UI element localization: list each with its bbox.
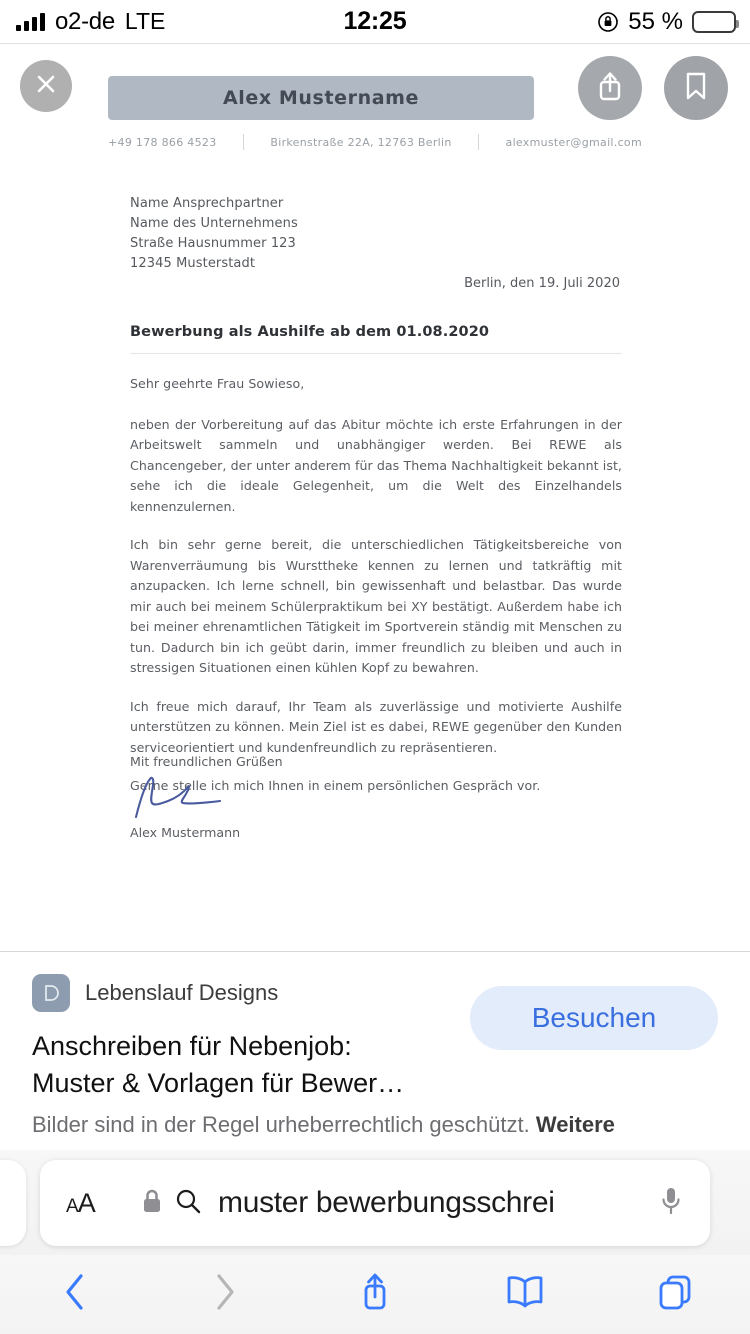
forward-chevron-icon [211,1270,239,1319]
recipient-line: Name des Unternehmens [130,216,298,231]
document-name-banner [108,76,534,120]
document-name-text: Alex Mustername [222,87,420,109]
contact-phone: +49 178 866 4523 [108,135,217,149]
status-bar-left [0,8,270,36]
body-paragraph: Gerne stelle ich mich Ihnen in einem persönlichen Gespräch vor. [130,778,541,793]
date-line: Berlin, den 19. Juli 2020 [464,276,620,291]
copyright-notice [32,1112,718,1138]
recipient-line: 12345 Musterstadt [130,256,256,271]
bookmarks-button[interactable] [450,1255,600,1334]
body-paragraph: neben der Vorbereitung auf das Abitur möchte ich erste Erfahrungen in der Arbeitswelt sammeln und unabhängiger werden. Bei REWE als Chancengeber, der unter anderem für das Thema Nachhaltigkeit bekannt ist, sehe ich die ideale Gelegenheit, um die Welt des Einzelhandels kennenzulernen. [130,416,622,514]
subject-line: Bewerbung als Aushilfe ab dem 01.08.2020 [130,324,490,340]
contact-separator [243,134,244,150]
subject-block [130,324,622,354]
letter-closing [130,754,430,840]
site-name-label: Lebenslauf Designs [85,980,279,1005]
title-line-1: Anschreiben für Nebenjob: [32,1031,352,1061]
signature-name: Alex Mustermann [130,825,241,840]
text-size-button[interactable] [66,1188,140,1219]
handwritten-signature [126,773,430,823]
copyright-text: Bilder sind in der Regel urheberrechtlich geschützt. [32,1112,536,1137]
close-button[interactable] [20,60,72,112]
copyright-more-link[interactable]: Weitere [535,1112,615,1137]
battery-percent-label: 55 % [628,7,683,35]
battery-icon [692,11,736,33]
network-type-label: LTE [124,8,166,34]
forward-button[interactable] [150,1255,300,1334]
text-size-small-a: A [66,1195,78,1217]
body-paragraph: Ich freue mich darauf, Ihr Team als zuverlässige und motivierte Aushilfe unterstützen zu können. Mein Ziel ist es dabei, REWE gegenüber den Kunden serviceorientiert und kundenfreundlich zu repräsentieren. [130,698,622,755]
book-icon [503,1274,547,1315]
signal-bars-icon [16,13,45,31]
clock-label: 12:25 [343,7,407,35]
body-paragraph: Ich bin sehr gerne bereit, die unterschiedlichen Tätigkeitsbereiche von Warenverräumung bis Wursttheke kennen zu lernen und tatkräftig mit anzupacken. Ich lerne schnell, bin gewissenhaft und belastbar. Das wurde mir auch bei meinem Schülerpraktikum bei XY bestätigt. Außerdem habe ich bei meiner ehrenamtlichen Tätigkeit im Sportverein ständig mit Menschen zu tun. Dadurch bin ich geübt darin, immer freundlich zu bleiben und auch in stressigen Situationen einen kühlen Kopf zu bewahren. [130,537,622,675]
image-share-button[interactable] [578,56,642,120]
carrier-label: o2-de [55,7,115,35]
lock-icon [140,1186,164,1221]
text-size-large-a: A [77,1187,95,1218]
microphone-icon[interactable] [658,1184,684,1223]
subject-divider [130,353,622,354]
url-bar-zone [0,1150,750,1255]
address-bar[interactable] [40,1160,710,1246]
share-button[interactable] [300,1255,450,1334]
closing-phrase: Mit freundlichen Grüßen [130,754,283,769]
visit-button-label: Besuchen [531,1002,657,1033]
contact-address: Birkenstraße 22A, 12763 Berlin [270,135,452,149]
contact-separator [478,134,479,150]
back-chevron-icon [61,1270,89,1319]
recipient-address-block [130,194,298,274]
image-bookmark-button[interactable] [664,56,728,120]
recipient-line: Name Ansprechpartner [130,196,284,211]
browser-toolbar [0,1255,750,1334]
adjacent-tab-peek[interactable] [0,1160,26,1246]
bookmark-icon [683,70,709,107]
close-icon [33,71,59,102]
letter-body [130,374,622,815]
status-bar-right [480,8,750,36]
search-icon [174,1187,202,1220]
salutation: Sehr geehrte Frau Sowieso, [130,376,305,391]
tabs-button[interactable] [600,1255,750,1334]
share-icon [357,1269,393,1320]
recipient-line: Straße Hausnummer 123 [130,236,296,251]
visit-button[interactable] [470,986,718,1050]
document-image-viewer[interactable] [0,44,750,952]
site-favicon [32,974,70,1012]
rotation-lock-icon [597,11,619,33]
title-line-2: Muster & Vorlagen für Bewer… [32,1068,405,1098]
cover-letter-document [0,44,750,952]
back-button[interactable] [0,1255,150,1334]
document-contact-line [108,134,642,150]
tabs-icon [655,1272,695,1317]
share-icon [595,69,625,108]
contact-email: alexmuster@gmail.com [505,135,642,149]
image-source-card [0,952,750,1150]
search-input[interactable]: muster bewerbungsschrei [218,1186,555,1219]
status-bar [0,0,750,44]
